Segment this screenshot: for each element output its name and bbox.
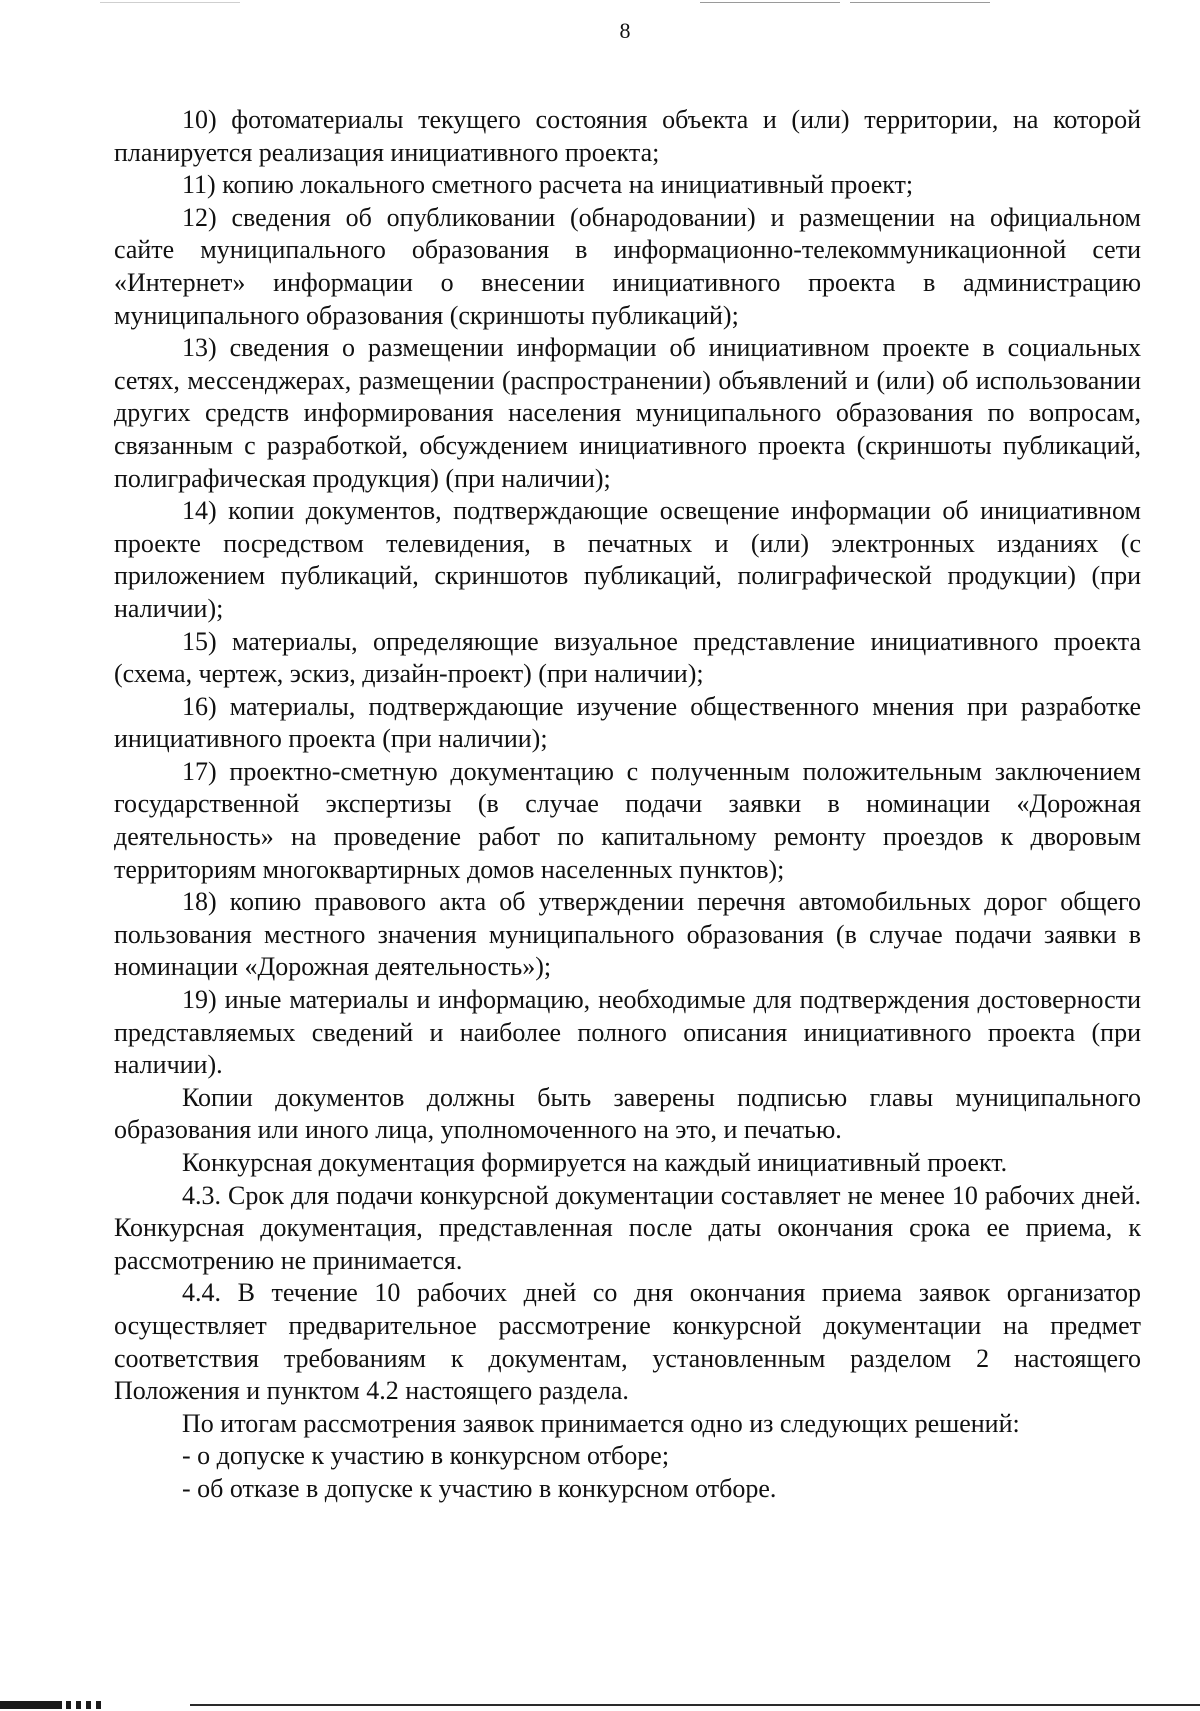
- documentation-per-project-paragraph: Конкурсная документация формируется на каждый инициативный проект.: [182, 1148, 1008, 1177]
- list-item-13: 13) сведения о размещении информации об инициативном проекте в социальных сетях, мессенджерах, размещении (распространении) объявлений и (или) об использовании других средств информирования населения муниципального образования по вопросам, связанным с разработкой, обсуждением инициативного проекта (скриншоты публикаций, полиграфическая продукция) (при наличии);: [114, 333, 1141, 493]
- scan-artifact-top-left: [100, 2, 240, 3]
- list-item-19: 19) иные материалы и информацию, необходимые для подтверждения достоверности представляемых сведений и наиболее полного описания инициативного проекта (при наличии).: [114, 985, 1141, 1080]
- decision-option-refuse: - об отказе в допуске к участию в конкурсном отборе.: [182, 1473, 777, 1503]
- scan-artifact-top-right-1: [700, 2, 840, 3]
- page-number: 8: [619, 18, 631, 43]
- clause-4-3: 4.3. Срок для подачи конкурсной документации составляет не менее 10 рабочих дней. Конкурсная документация, представленная после даты окончания срока ее приема, к рассмотрению не принимается.: [114, 1180, 1141, 1275]
- scan-artifact-top-right-2: [850, 2, 990, 3]
- list-item-18: 18) копию правового акта об утверждении перечня автомобильных дорог общего пользования местного значения муниципального образования (в случае подачи заявки в номинации «Дорожная деятельность»);: [114, 887, 1141, 982]
- list-item-16: 16) материалы, подтверждающие изучение общественного мнения при разработке инициативного проекта (при наличии);: [114, 691, 1141, 754]
- list-item-12: 12) сведения об опубликовании (обнародовании) и размещении на официальном сайте муниципального образования в информационно-телекоммуникационной сети «Интернет» информации о внесении инициативного проекта в администрацию муниципального образования (скриншоты публикаций);: [114, 202, 1141, 330]
- decision-option-admit: - о допуске к участию в конкурсном отборе;: [182, 1441, 670, 1471]
- scan-artifact-bottom: [0, 1697, 1200, 1711]
- certification-paragraph: Копии документов должны быть заверены подписью главы муниципального образования или иного лица, уполномоченного на это, и печатью.: [114, 1082, 1141, 1145]
- scan-artifact-bottom-ticks: [66, 1701, 102, 1709]
- clause-4-4: 4.4. В течение 10 рабочих дней со дня окончания приема заявок организатор осуществляет предварительное рассмотрение конкурсной документации на предмет соответствия требованиям к документам, установленным разделом 2 настоящего Положения и пунктом 4.2 настоящего раздела.: [114, 1278, 1141, 1406]
- list-item-10: 10) фотоматериалы текущего состояния объекта и (или) территории, на которой планируется реализация инициативного проекта;: [114, 105, 1141, 167]
- list-item-15: 15) материалы, определяющие визуальное представление инициативного проекта (схема, чертеж, эскиз, дизайн-проект) (при наличии);: [114, 626, 1141, 689]
- scan-artifact-bottom-block: [0, 1701, 62, 1709]
- scan-artifact-bottom-line: [190, 1704, 1200, 1706]
- list-item-11: 11) копию локального сметного расчета на инициативный проект;: [182, 170, 914, 200]
- decisions-intro: По итогам рассмотрения заявок принимается одно из следующих решений:: [182, 1408, 1020, 1438]
- list-item-17: 17) проектно-сметную документацию с полученным положительным заключением государственной экспертизы (в случае подачи заявки в номинации «Дорожная деятельность» на проведение работ по капитальному ремонту проездов к дворовым территориям многоквартирных домов населенных пунктов);: [114, 756, 1141, 884]
- document-body: [114, 104, 1141, 1506]
- list-item-14: 14) копии документов, подтверждающие освещение информации об инициативном проекте посредством телевидения, в печатных и (или) электронных изданиях (с приложением публикаций, скриншотов публикаций, полиграфической продукции) (при наличии);: [114, 496, 1141, 623]
